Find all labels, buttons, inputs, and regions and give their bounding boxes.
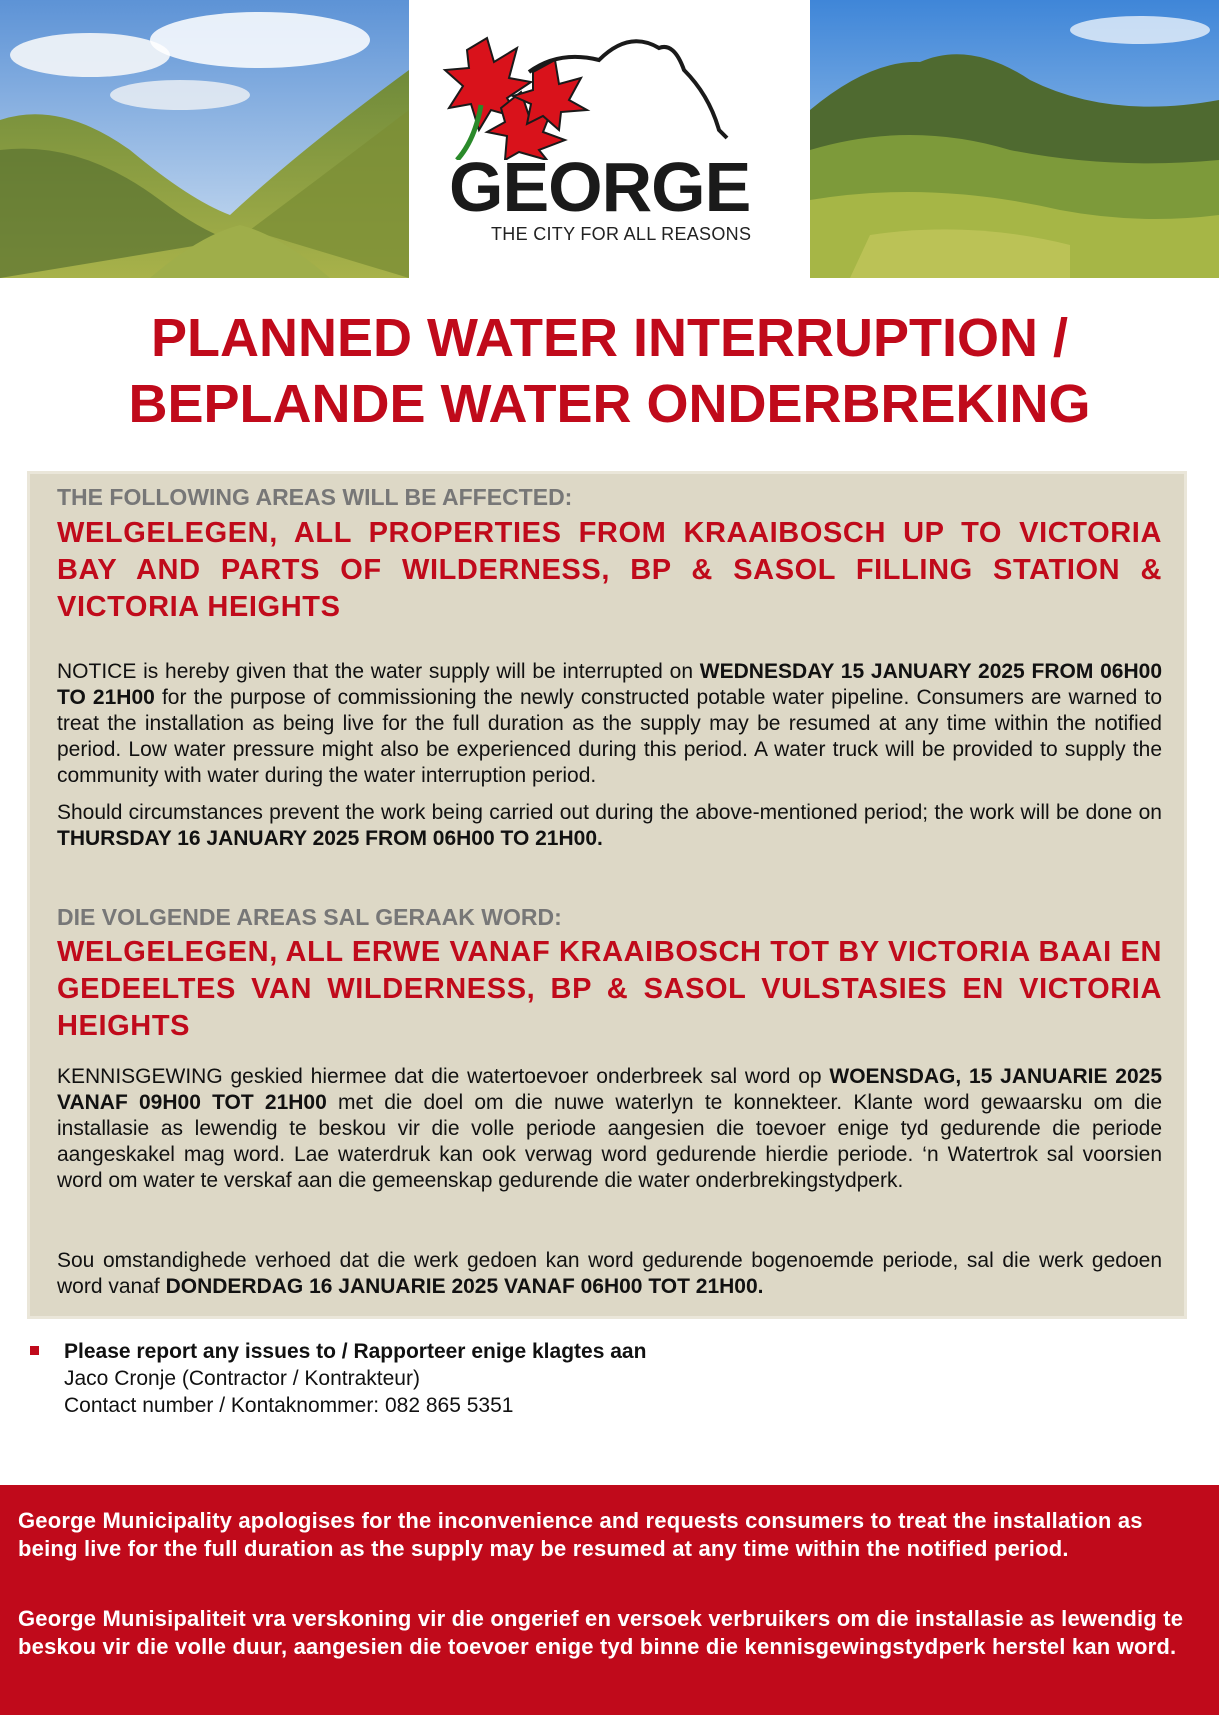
page-title — [0, 305, 1219, 437]
contact-phone: Contact number / Kontaknommer: 082 865 5351 — [64, 1394, 514, 1417]
contact-person: Jaco Cronje (Contractor / Kontrakteur) — [64, 1367, 420, 1390]
title-line-english: PLANNED WATER INTERRUPTION / — [151, 308, 1068, 368]
mountain-photo-left — [0, 0, 409, 278]
alternate-date: DONDERDAG 16 JANUARIE 2025 VANAF 06H00 TOT 21H00. — [165, 1275, 764, 1298]
notice-panel — [27, 471, 1187, 1319]
protea-flower-icon — [409, 0, 810, 160]
notice-text-cont: met die doel om die nuwe waterlyn te konnekteer. Klante word gewaarsku om die installasie as lewendig te beskou vir die volle periode aangesien die toevoer enige tyd gedurende die periode aangeskakel mag word. Lae waterdruk kan ook verwag word gedurende hierdie periode. ‘n Watertrok sal voorsien word om water te verskaf aan die gemeenskap gedurende die water onderbrekingstydperk. — [57, 1091, 1163, 1192]
george-logo — [409, 0, 810, 278]
notice-paragraph-english — [57, 659, 1162, 789]
header-banner — [0, 0, 1219, 278]
logo-tagline: THE CITY FOR ALL REASONS — [491, 224, 752, 244]
notice-paragraph-afrikaans — [57, 1064, 1162, 1194]
notice-text: KENNISGEWING geskied hiermee dat die watertoevoer onderbreek sal word op — [57, 1065, 830, 1088]
affected-areas-afrikaans: WELGELEGEN, ALL ERWE VANAF KRAAIBOSCH TOT BY VICTORIA BAAI EN GEDEELTES VAN WILDERNESS, BP & SASOL VULSTASIES EN VICTORIA HEIGHTS — [57, 936, 1162, 1042]
footer-apology-english: George Municipality apologises for the inconvenience and requests consumers to treat the installation as being live for the full duration as the supply may be resumed at any time within the notified period. — [18, 1508, 1143, 1561]
contact-heading: Please report any issues to / Rapporteer enige klagtes aan — [64, 1340, 647, 1363]
mountain-photo-right — [810, 0, 1219, 278]
footer-banner — [0, 1485, 1219, 1715]
logo-wordmark: GEORGE — [449, 148, 751, 226]
title-line-afrikaans: BEPLANDE WATER ONDERBREKING — [128, 374, 1091, 434]
alternate-date-paragraph-english — [57, 800, 1162, 852]
notice-text: NOTICE is hereby given that the water supply will be interrupted on — [57, 660, 700, 683]
affected-areas-label-english: THE FOLLOWING AREAS WILL BE AFFECTED: — [57, 484, 573, 510]
affected-areas-label-afrikaans: DIE VOLGENDE AREAS SAL GERAAK WORD: — [57, 904, 562, 930]
interruption-date: WEDNESDAY 15 JANUARY 2025 FROM 06H00 TO 21H00 — [57, 660, 1162, 709]
alternate-text: Should circumstances prevent the work being carried out during the above-mentioned period; the work will be done on — [57, 801, 1162, 824]
footer-apology-afrikaans: George Munisipaliteit vra verskoning vir die ongerief en versoek verbruikers om die installasie as lewendig te beskou vir die volle duur, aangesien die toevoer enige tyd binne die kennisgewingstydperk herstel kan word. — [18, 1606, 1184, 1659]
affected-areas-english: WELGELEGEN, ALL PROPERTIES FROM KRAAIBOSCH UP TO VICTORIA BAY AND PARTS OF WILDERNESS, BP & SASOL FILLING STATION & VICTORIA HEIGHTS — [57, 517, 1162, 623]
alternate-date-paragraph-afrikaans — [57, 1248, 1162, 1300]
bullet-square-icon — [30, 1346, 39, 1355]
alternate-date: THURSDAY 16 JANUARY 2025 FROM 06H00 TO 21H00. — [57, 827, 603, 850]
interruption-date: WOENSDAG, 15 JANUARIE 2025 VANAF 09H00 TOT 21H00 — [57, 1065, 1162, 1114]
alternate-text: Sou omstandighede verhoed dat die werk gedoen kan word gedurende bogenoemde periode, sal die werk gedoen word vanaf — [57, 1249, 1162, 1298]
notice-text-cont: for the purpose of commissioning the newly constructed potable water pipeline. Consumers are warned to treat the installation as being live for the full duration as the supply may be resumed at any time within the notified period. Low water pressure might also be experienced during this period. A water truck will be provided to supply the community with water during the water interruption period. — [57, 686, 1162, 787]
